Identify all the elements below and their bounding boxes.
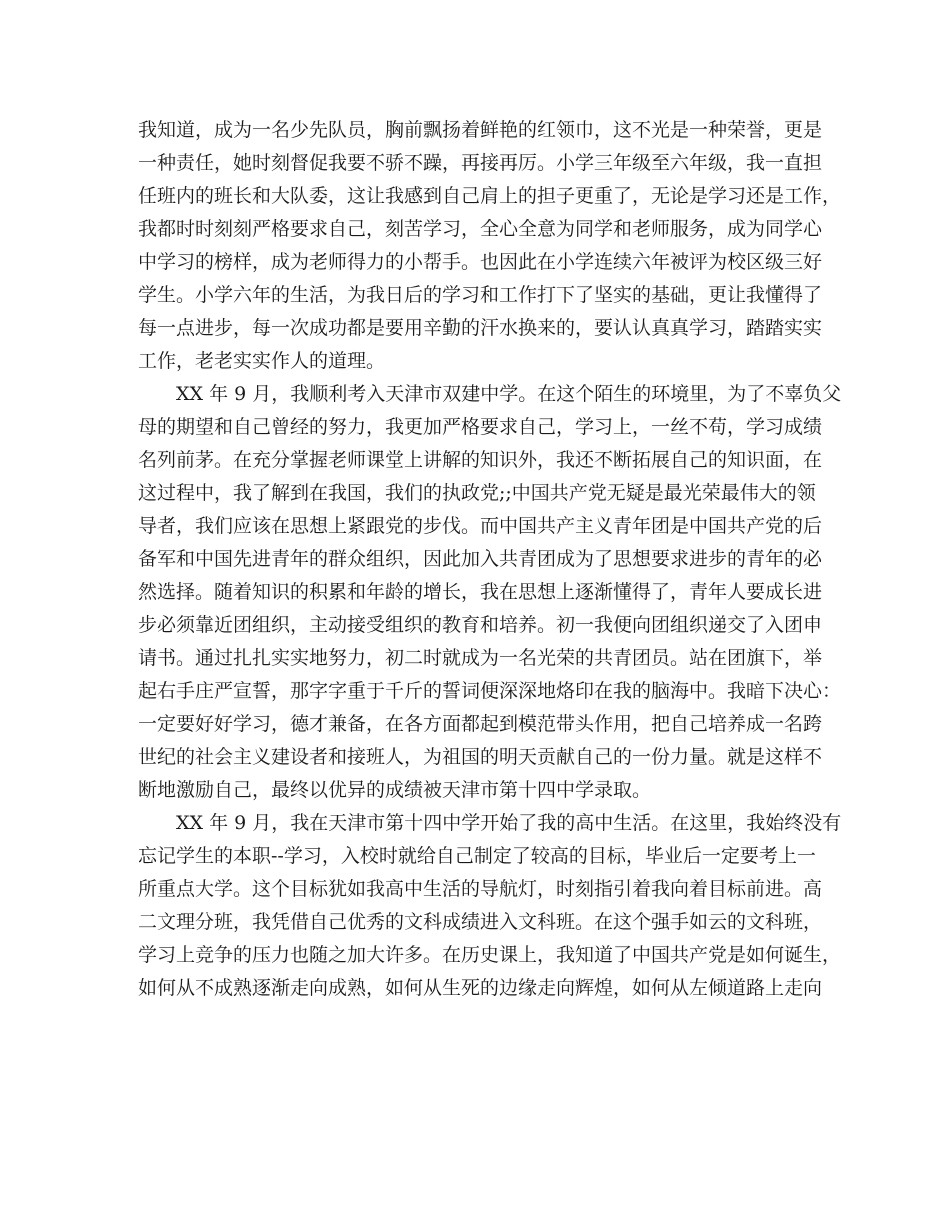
text-line: 任班内的班长和大队委，这让我感到自己肩上的担子更重了，无论是学习还是工作，: [138, 185, 842, 207]
text-line: 一种责任，她时刻督促我要不骄不躁，再接再厉。小学三年级至六年级，我一直担: [138, 152, 823, 174]
text-line: 备军和中国先进青年的群众组织，因此加入共青团成为了思想要求进步的青年的必: [138, 548, 823, 570]
text-line: 世纪的社会主义建设者和接班人，为祖国的明天贡献自己的一份力量。就是这样不: [138, 746, 823, 768]
text-line: 如何从不成熟逐渐走向成熟，如何从生死的边缘走向辉煌，如何从左倾道路上走向: [138, 977, 823, 999]
text-line: 忘记学生的本职--学习，入校时就给自己制定了较高的目标，毕业后一定要考上一: [138, 845, 816, 867]
text-line: 起右手庄严宣誓，那字字重于千斤的誓词便深深地烙印在我的脑海中。我暗下决心：: [138, 680, 842, 702]
text-line: 我知道，成为一名少先队员，胸前飘扬着鲜艳的红领巾，这不光是一种荣誉，更是: [138, 119, 823, 141]
text-line: 一定要好好学习，德才兼备，在各方面都起到模范带头作用，把自己培养成一名跨: [138, 713, 823, 735]
text-line: 学生。小学六年的生活，为我日后的学习和工作打下了坚实的基础，更让我懂得了: [138, 284, 823, 306]
text-line: 然选择。随着知识的积累和年龄的增长，我在思想上逐渐懂得了，青年人要成长进: [138, 581, 823, 603]
text-line: 断地激励自己，最终以优异的成绩被天津市第十四中学录取。: [138, 779, 652, 801]
text-line: XX 年 9 月，我顺利考入天津市双建中学。在这个陌生的环境里，为了不辜负父: [138, 383, 842, 405]
text-line: 母的期望和自己曾经的努力，我更加严格要求自己，学习上，一丝不苟，学习成绩: [138, 416, 823, 438]
text-line: 二文理分班，我凭借自己优秀的文科成绩进入文科班。在这个强手如云的文科班，: [138, 911, 823, 933]
text-line: XX 年 9 月，我在天津市第十四中学开始了我的高中生活。在这里，我始终没有: [138, 812, 842, 834]
text-line: 这过程中，我了解到在我国，我们的执政党;;中国共产党无疑是最光荣最伟大的领: [138, 482, 816, 504]
text-line: 学习上竞争的压力也随之加大许多。在历史课上，我知道了中国共产党是如何诞生，: [138, 944, 842, 966]
text-line: 步必须靠近团组织，主动接受组织的教育和培养。初一我便向团组织递交了入团申: [138, 614, 823, 636]
text-line: 中学习的榜样，成为老师得力的小帮手。也因此在小学连续六年被评为校区级三好: [138, 251, 823, 273]
text-line: 我都时时刻刻严格要求自己，刻苦学习，全心全意为同学和老师服务，成为同学心: [138, 218, 823, 240]
text-line: 工作，老老实实作人的道理。: [138, 350, 386, 372]
text-line: 名列前茅。在充分掌握老师课堂上讲解的知识外，我还不断拓展自己的知识面，在: [138, 449, 823, 471]
text-line: 每一点进步，每一次成功都是要用辛勤的汗水换来的，要认认真真学习，踏踏实实: [138, 317, 823, 339]
text-line: 所重点大学。这个目标犹如我高中生活的导航灯，时刻指引着我向着目标前进。高: [138, 878, 823, 900]
text-line: 导者，我们应该在思想上紧跟党的步伐。而中国共产主义青年团是中国共产党的后: [138, 515, 823, 537]
text-line: 请书。通过扎扎实实地努力，初二时就成为一名光荣的共青团员。站在团旗下，举: [138, 647, 823, 669]
body-text: [138, 114, 842, 1005]
